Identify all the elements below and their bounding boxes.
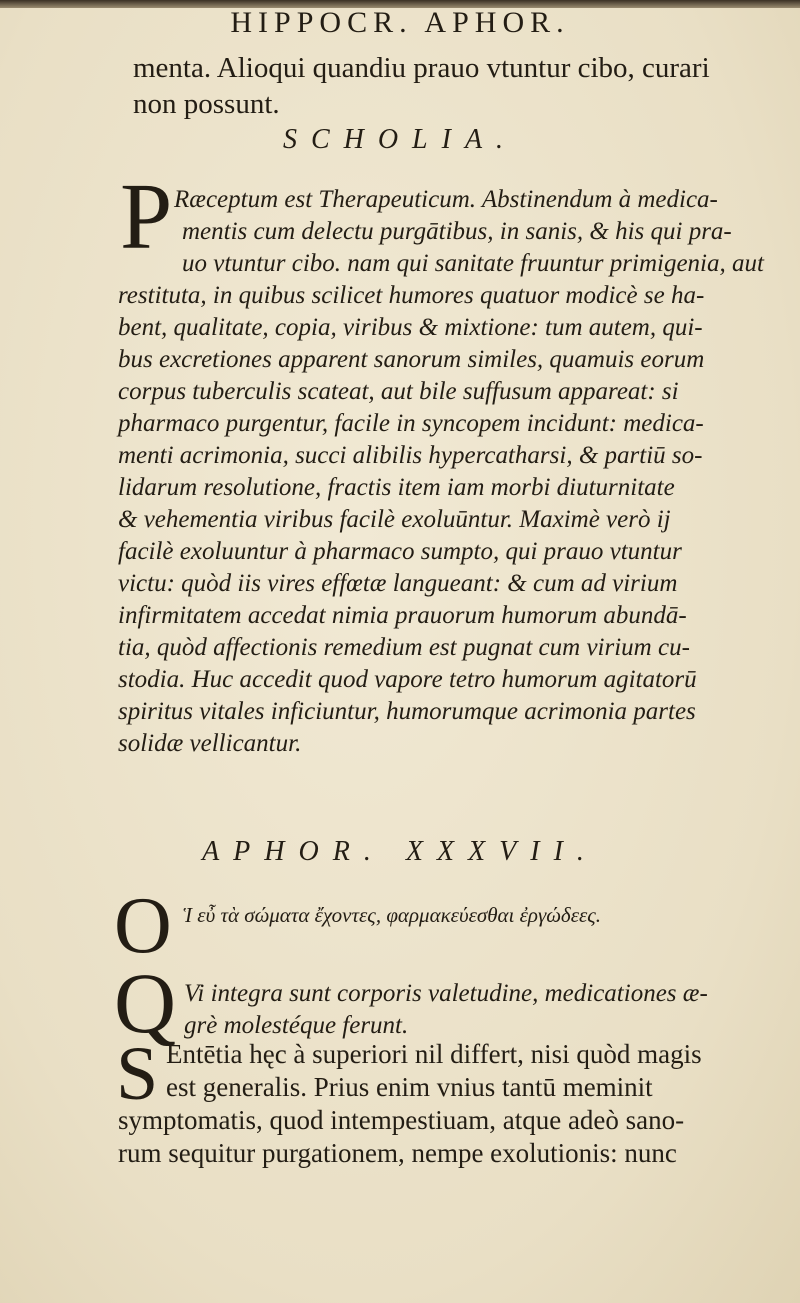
scholia-line: menti acrimonia, succi alibilis hypercatharsi, & partiū so- [118, 442, 703, 469]
top-text-line: non possunt. [133, 88, 280, 120]
latin-aphorism-line: grè molestéque ferunt. [184, 1012, 409, 1039]
scholia-line: lidarum resolutione, fractis item iam morbi diuturnitate [118, 474, 675, 501]
scholia-line: spiritus vitales inficiuntur, humorumque acrimonia partes [118, 698, 696, 725]
scholia-line: restituta, in quibus scilicet humores quatuor modicè se ha- [118, 282, 705, 309]
aphorism-heading: APHOR. XXXVII. [202, 836, 598, 867]
greek-drop-cap: O [114, 882, 172, 970]
commentary-line: rum sequitur purgationem, nempe exolutionis: nunc [118, 1138, 677, 1168]
scholia-line: & vehementia viribus facilè exoluūntur. Maximè verò ij [118, 506, 671, 533]
scholia-line: corpus tuberculis scateat, aut bile suffusum appareat: si [118, 378, 679, 405]
greek-aphorism: Ἱ εὖ τὰ σώματα ἔχοντες, φαρμακεύεσθαι ἐργώδεες. [183, 903, 602, 927]
commentary-drop-cap: S [116, 1032, 159, 1116]
scholia-text [118, 184, 793, 760]
top-text-line: menta. Alioqui quandiu prauo vtuntur cibo, curari [133, 52, 710, 84]
scholia-line: tia, quòd affectionis remedium est pugnat cum virium cu- [118, 634, 690, 661]
top-text [133, 50, 793, 122]
commentary-line: symptomatis, quod intempestiuam, atque adeò sano- [118, 1105, 685, 1135]
scholia-line: facilè exoluuntur à pharmaco sumpto, qui prauo vtuntur [118, 538, 682, 565]
scholia-heading: SCHOLIA. [282, 124, 518, 155]
scholia-line: Ræceptum est Therapeuticum. Abstinendum à medica- [174, 186, 718, 213]
commentary-line: Entētia hęc à superiori nil differt, nisi quòd magis [166, 1039, 702, 1069]
latin-aphorism [184, 978, 794, 1042]
scholia-line: stodia. Huc accedit quod vapore tetro humorum agitatorū [118, 666, 697, 693]
scholia-line: uo vtuntur cibo. nam qui sanitate fruuntur primigenia, aut [182, 250, 764, 277]
scholia-line: bent, qualitate, copia, viribus & mixtione: tum autem, qui- [118, 314, 703, 341]
scholia-line: pharmaco purgentur, facile in syncopem incidunt: medica- [118, 410, 704, 437]
scholia-line: infirmitatem accedat nimia prauorum humorum abundā- [118, 602, 687, 629]
commentary-text [116, 1032, 798, 1170]
scholia-drop-cap: P [120, 165, 173, 269]
scholia-line: solidæ vellicantur. [118, 730, 302, 757]
latin-drop-cap: Q [114, 955, 177, 1051]
scholia-line: bus excretiones apparent sanorum similes, quamuis eorum [118, 346, 705, 373]
running-head: HIPPOCR. APHOR. [230, 6, 570, 39]
latin-aphorism-line: Vi integra sunt corporis valetudine, medicationes æ- [184, 980, 708, 1007]
scholia-line: victu: quòd iis vires effœtæ langueant: & cum ad virium [118, 570, 678, 597]
scholia-line: mentis cum delectu purgātibus, in sanis, & his qui pra- [182, 218, 732, 245]
commentary-line: est generalis. Prius enim vnius tantū meminit [166, 1072, 653, 1102]
